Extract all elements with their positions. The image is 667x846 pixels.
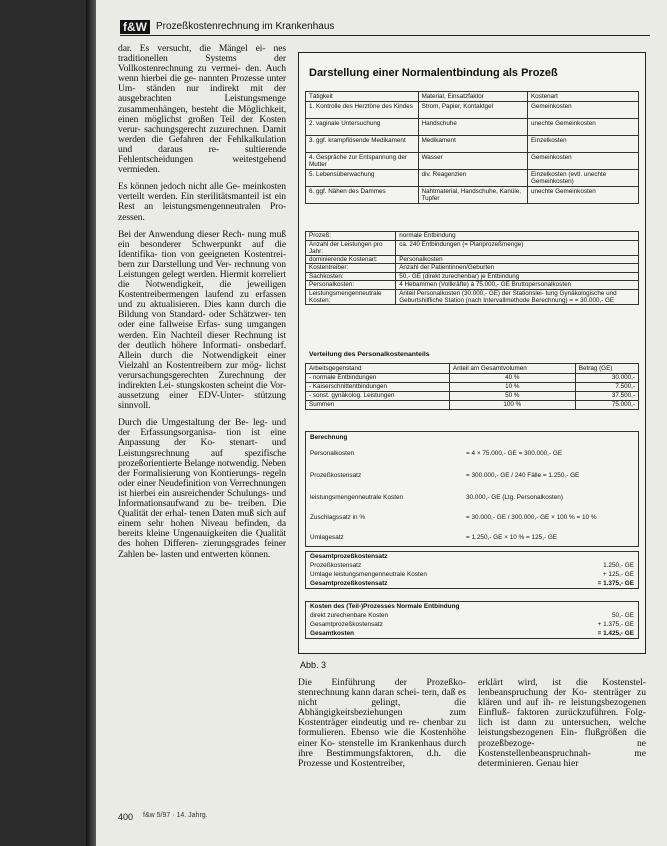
table-cell: 10 % bbox=[449, 383, 575, 392]
calc-label: Prozeßkostensatz bbox=[310, 472, 362, 479]
row-label: Gesamtprozeßkostensatz bbox=[310, 580, 388, 587]
table-row bbox=[306, 102, 639, 119]
calc-row bbox=[310, 534, 557, 541]
calc-label: Personalkosten bbox=[310, 450, 355, 457]
table-cell: Strom, Papier, Kontaktgel bbox=[418, 102, 527, 119]
table-cell: 7.500,- bbox=[575, 383, 638, 392]
paragraph: Es können jedoch nicht alle Ge- meinkosten verteilt werden. Ein sterilitätsmanteil ist ein Rest an leistungsmengenneutralen Pro- zessen. bbox=[118, 181, 286, 223]
table-cell: Wasser bbox=[418, 153, 527, 170]
calc-row bbox=[310, 494, 563, 501]
table-cell: unechte Gemeinkosten bbox=[527, 119, 638, 136]
table-cell: 2. vaginale Untersuchung bbox=[306, 119, 419, 136]
table-cell: 4 Hebammen (Vollkräfte) à 75.000,- GE Bruttopersonalkosten bbox=[396, 281, 639, 290]
calc-equation: = 300.000,- GE / 240 Fälle = 1.250,- GE bbox=[466, 472, 580, 479]
row-value: = 1.425,- GE bbox=[597, 630, 634, 637]
table-header: Anteil am Gesamtvolumen bbox=[449, 364, 575, 374]
calc-label: Umlagesatz bbox=[310, 534, 344, 541]
table-row bbox=[306, 232, 639, 241]
table-cell: 1. Kontrolle des Herztöne des Kindes bbox=[306, 102, 419, 119]
table-cell: Prozeß: bbox=[306, 232, 396, 241]
table-cell: Gemeinkosten bbox=[527, 153, 638, 170]
row-value: + 1.375,- GE bbox=[597, 621, 634, 628]
row-label: Prozeßkostensatz bbox=[310, 562, 362, 569]
page-footer bbox=[118, 812, 208, 822]
row-label: Umlage leistungsmengenneutrale Kosten bbox=[310, 571, 427, 578]
calculation-box bbox=[305, 431, 639, 547]
table-cell: 100 % bbox=[449, 401, 575, 410]
calc-label: Zuschlagssatz in % bbox=[310, 514, 366, 521]
table-header-row bbox=[306, 364, 639, 374]
row-value: 50,- GE bbox=[611, 612, 634, 619]
paragraph: Durch die Umgestaltung der Be- leg- und der Erfassungsorganisa- tion ist eine Anpassung der Ko- stenart- und Leistungsrechnung auf spezifische prozeßorientierte Belange notwendig. Neben der Formalisierung von Kontierungs- regeln oder einer Neudefinition von Verrechnungen ist hierbei ein ausreichender Schulungs- und Informationsaufwand zu be- treiben. Die Qualität der erhal- tenen Daten muß sich auf einem sehr hohen Niveau befinden, da bereits kleine Ungenauigkeiten die Qualität des hohen Differen- zierungsgrades feiner Zahlen be- lasten und entwerten können. bbox=[118, 417, 286, 560]
total-rate-box bbox=[305, 551, 639, 589]
table-row bbox=[306, 272, 639, 281]
running-header bbox=[120, 18, 650, 36]
left-text-column bbox=[118, 44, 286, 567]
table-cell: Sachkosten: bbox=[306, 272, 396, 281]
figure-box bbox=[298, 52, 646, 654]
calc-equation: = 1.250,- GE × 10 % = 125,- GE bbox=[466, 534, 558, 541]
table-cell: div. Reagenzien bbox=[418, 170, 527, 187]
box-title bbox=[306, 552, 638, 561]
table-cell: - normale Entbindungen bbox=[306, 374, 450, 383]
table-row bbox=[306, 119, 639, 136]
row-value: + 125,- GE bbox=[602, 571, 634, 578]
table-row bbox=[306, 187, 639, 204]
calc-equation: = 4 × 75.000,- GE = 300.000,- GE bbox=[466, 450, 563, 457]
table-header: Material, Einsatzfaktor bbox=[418, 92, 527, 102]
calc-row bbox=[310, 514, 597, 521]
row-label: Gesamtkosten bbox=[310, 630, 355, 637]
table-cell: Anteil Personalkosten (30.000,- GE) der Stationslei- tung Gynäkologische und Geburtshilfliche Station (nach Intervallmethode Berechnung) = = 30.000,- GE bbox=[396, 289, 639, 304]
table-cell: 37.500,- bbox=[575, 392, 638, 401]
table-cell: normale Entbindung bbox=[396, 232, 639, 241]
table-cell: ca. 240 Entbindungen (= Planprozeßmenge) bbox=[396, 240, 639, 255]
table-cell: Gemeinkosten bbox=[527, 102, 638, 119]
table-row bbox=[306, 255, 639, 264]
row-label: Gesamtprozeßkostensatz bbox=[310, 621, 383, 628]
table-row bbox=[306, 153, 639, 170]
row-value: 1.250,- GE bbox=[603, 562, 634, 569]
figure-caption: Abb. 3 bbox=[300, 660, 327, 670]
row-value: = 1.375,- GE bbox=[597, 580, 634, 587]
list-item bbox=[306, 579, 638, 588]
table-cell: 50 % bbox=[449, 392, 575, 401]
table-cell: Handschuhe bbox=[418, 119, 527, 136]
table-cell: 5. Lebensüberwachung bbox=[306, 170, 419, 187]
table-cell: - sonst. gynäkolog. Leistungen bbox=[306, 392, 450, 401]
table-cell: Einzelkosten (evtl. unechte Gemeinkosten) bbox=[527, 170, 638, 187]
calc-title: Berechnung bbox=[310, 434, 348, 441]
table-cell: Medikament bbox=[418, 136, 527, 153]
table-row bbox=[306, 383, 639, 392]
table-header-row bbox=[306, 92, 639, 102]
table-row bbox=[306, 392, 639, 401]
table-row bbox=[306, 136, 639, 153]
process-facts-table bbox=[305, 231, 639, 305]
table-cell: Summen bbox=[306, 401, 450, 410]
table-row bbox=[306, 281, 639, 290]
table-header: Arbeitsgegenstand bbox=[306, 364, 450, 374]
box-title-text: Kosten des (Teil-)Prozesses Normale Entbindung bbox=[310, 603, 460, 610]
journal-logo: f&W bbox=[120, 20, 150, 34]
table-cell: 3. ggf. krampflösende Medikament bbox=[306, 136, 419, 153]
table-cell: - Kaiserschnittentbindungen bbox=[306, 383, 450, 392]
calc-equation: = 30.000,- GE / 300.000,- GE × 100 % = 10 % bbox=[466, 514, 597, 521]
table-cell: 50,- GE (direkt zurechenbar) je Entbindung bbox=[396, 272, 639, 281]
table-cell: Anzahl der Leistungen pro Jahr: bbox=[306, 240, 396, 255]
table-row bbox=[306, 289, 639, 304]
box-title-text: Gesamtprozeßkostensatz bbox=[310, 553, 388, 560]
calc-row bbox=[310, 472, 579, 479]
table-row bbox=[306, 401, 639, 410]
table-cell: 4. Gespräche zur Entspannung der Mutter bbox=[306, 153, 419, 170]
table-cell: unechte Gemeinkosten bbox=[527, 187, 638, 204]
list-item bbox=[306, 561, 638, 570]
table-cell: Nahtmaterial, Handschuhe, Kanüle, Tupfer bbox=[418, 187, 527, 204]
table-header: Tätigkeit bbox=[306, 92, 419, 102]
table-cell: Personalkosten: bbox=[306, 281, 396, 290]
paragraph: Bei der Anwendung dieser Rech- nung muß ein besonderer Schwerpunkt auf die Identifika- tion von geeigneten Kostentrei- bern zur Darstellung und Ver- rechnung von Leistungen gelegt werden. Hiermit korreliert die Notwendigkeit, die jeweiligen Kostentreibermengen laufend zu erfassen und zu aktualisieren. Dies kann durch die Bildung von Standard- oder Schätzwer- ten oder eine fallweise Erfas- sung umgangen werden. Ein Nachteil dieser Rechnung ist der deutlich höhere Informati- onsbedarf. Allein durch die Notwendigkeit einer Vielzahl an Kostentreibern zur mög- lichst verursachungsgerechten Zurechnung der indirekten Lei- stungskosten scheint die Vor- aussetzung einer EDV-Unter- stützung sinnvoll. bbox=[118, 228, 286, 412]
middle-text-column: Die Einführung der Prozeßko- stenrechnung kann daran schei- tern, daß es nicht gelingt, die Abhängigkeitsbeziehungen zum Kostenträger eindeutig und re- chenbar zu formulieren. Ebenso wie die Kostenhöhe einer Ko- stenstelle im Krankenhaus durch ihre Bestimmungsfaktoren, d.h. die Prozesse und Kostentreiber, bbox=[298, 677, 466, 769]
calc-label: leistungsmengenneutrale Kosten bbox=[310, 494, 404, 501]
activities-table bbox=[305, 91, 639, 204]
calc-row bbox=[310, 450, 562, 457]
table-row bbox=[306, 170, 639, 187]
list-item bbox=[306, 570, 638, 579]
list-item bbox=[306, 620, 638, 629]
row-label: direkt zurechenbare Kosten bbox=[310, 612, 389, 619]
box-title bbox=[306, 602, 638, 611]
table-header: Kostenart bbox=[527, 92, 638, 102]
table-cell: Kostentreiber: bbox=[306, 264, 396, 273]
figure-title: Darstellung einer Normalentbindung als Prozeß bbox=[309, 67, 558, 79]
table-cell: dominierende Kostenart: bbox=[306, 255, 396, 264]
table-row bbox=[306, 240, 639, 255]
header-title: Prozeßkostenrechnung im Krankenhaus bbox=[156, 21, 335, 32]
cost-share-table bbox=[305, 363, 639, 410]
calc-equation: 30.000,- GE (Ltg. Personalkosten) bbox=[466, 494, 563, 501]
table-cell: Einzelkosten bbox=[527, 136, 638, 153]
process-cost-box bbox=[305, 601, 639, 639]
table-row bbox=[306, 374, 639, 383]
list-item bbox=[306, 629, 638, 638]
section-title: Verteilung des Personalkostenanteils bbox=[309, 351, 430, 358]
table-row bbox=[306, 264, 639, 273]
right-text-column: erklärt wird, ist die Kostenstel- lenbeanspruchung der Ko- stenträger zu klären und auf ih- re leistungsbezogenen Einfluß- faktoren zurückzuführen. Folg- lich ist dann zu untersuchen, welche leistungsbezogenen Ein- flußgrößen die prozeßbezoge- ne Kostenstellenbeanspruchnah- me determinieren. Genau hier bbox=[478, 677, 646, 769]
table-cell: Leistungsmengenneutrale Kosten: bbox=[306, 289, 396, 304]
page-number: 400 bbox=[118, 812, 134, 822]
paragraph: dar. Es versucht, die Mängel ei- nes traditionellen Systems der Vollkostenrechnung zu vermei- den. Auch wenn hierbei die ge- nannten Prozesse unter Um- ständen nur indirekt mit der ausgebrachten Leistungsmenge zusammenhängen, besteht die Möglichkeit, einen möglichst großen Teil der Kosten verur- sachungsgerecht zuzurechnen. Damit werden die Gefahren der Fehlkalkulation und daraus re- sultierende Fehlentscheidungen weitestgehend vermieden. bbox=[118, 43, 286, 176]
table-cell: Personalkosten bbox=[396, 255, 639, 264]
table-cell: 6. ggf. Nähen des Dammes bbox=[306, 187, 419, 204]
table-cell: 75.000,- bbox=[575, 401, 638, 410]
journal-reference: f&w 5/97 · 14. Jahrg. bbox=[143, 812, 208, 819]
table-cell: Anzahl der Patientinnen/Geburten bbox=[396, 264, 639, 273]
table-cell: 40 % bbox=[449, 374, 575, 383]
table-cell: 30.000,- bbox=[575, 374, 638, 383]
list-item bbox=[306, 611, 638, 620]
table-header: Betrag (GE) bbox=[575, 364, 638, 374]
